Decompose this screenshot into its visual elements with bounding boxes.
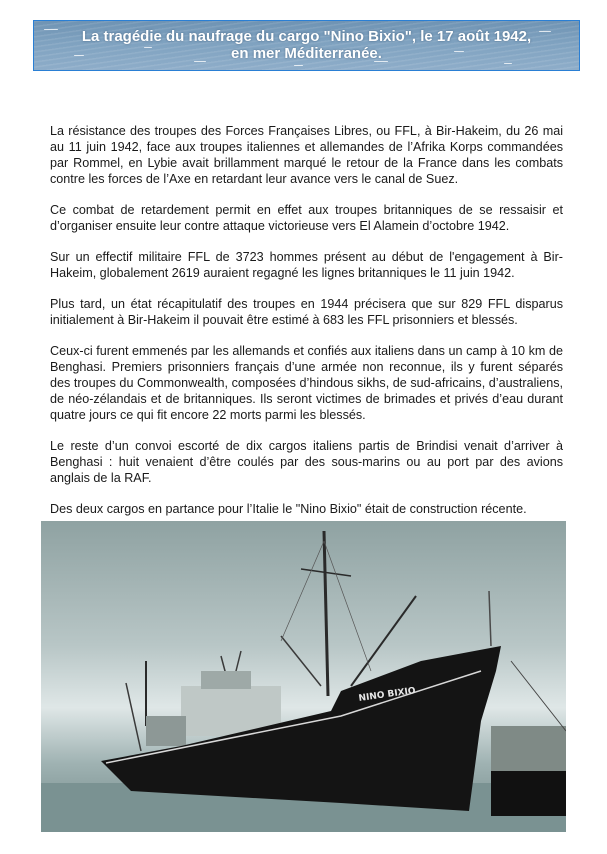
paragraph: Le reste d’un convoi escorté de dix cargos italiens partis de Brindisi venait d’arriver à Benghasi : huit venaient d’être coulés par des sous-marins ou au port par des avions anglais de la RAF. — [50, 439, 563, 485]
article-body — [50, 123, 563, 532]
aft-boom — [126, 683, 141, 751]
dock-crane — [489, 591, 491, 646]
rigging — [281, 541, 324, 641]
page-title — [34, 28, 579, 62]
paragraph: Sur un effectif militaire FFL de 3723 hommes présent au début de l'engagement à Bir-Hakeim, globalement 2619 auraient regagné les lignes britanniques le 11 juin 1942. — [50, 250, 563, 280]
ship-illustration — [41, 521, 566, 832]
paragraph: Ce combat de retardement permit en effet aux troupes britanniques de se ressaisir et d’organiser ensuite leur contre attaque victorieuse vers El Alamein d’octobre 1942. — [50, 203, 563, 233]
rigging — [324, 541, 371, 671]
title-line-1: La tragédie du naufrage du cargo "Nino Bixio", le 17 août 1942, — [81, 28, 532, 45]
aft-house — [146, 716, 186, 746]
sea-fleck — [294, 65, 303, 66]
paragraph: Des deux cargos en partance pour l’Italie le "Nino Bixio" était de construction récente. — [50, 502, 527, 516]
dock — [491, 771, 566, 816]
sea-fleck — [504, 63, 512, 64]
paragraph: Ceux-ci furent emmenés par les allemands et confiés aux italiens dans un camp à 10 km de Benghasi. Premiers prisonniers français d’une armée non reconnue, ils y furent séparés des troupes du Commonwealth, composées d’hindous sikhs, de sud-africains, d’australiens, de néo-zélandais et de britanniques. Ils seront victimes de brimades et privés d’eau durant quatre jours ce qui fit encore 22 morts parmi les blessés. — [50, 344, 563, 422]
cargo-boom — [281, 636, 321, 686]
mooring-line — [511, 661, 566, 731]
ship-photo — [41, 521, 566, 832]
title-line-2: en mer Méditerranée. — [231, 45, 382, 62]
title-banner — [33, 20, 580, 71]
bridge-top — [201, 671, 251, 689]
paragraph: La résistance des troupes des Forces Françaises Libres, ou FFL, à Bir-Hakeim, du 26 mai au 11 juin 1942, face aux troupes italiennes et allemandes de l’Afrika Korps commandées par Rommel, en Lybie avait brillamment marqué le retour de la France dans les combats contre les forces de l’Axe en retardant leur avance vers le canal de Suez. — [50, 124, 563, 186]
dock-cargo — [491, 726, 566, 771]
paragraph: Plus tard, un état récapitulatif des troupes en 1944 précisera que sur 829 FFL disparus initialement à Bir-Hakeim il pouvait être estimé à 683 les FFL prisonniers et blessés. — [50, 297, 563, 327]
hull-lettering: NINO BIXIO — [358, 686, 417, 704]
main-mast — [324, 531, 328, 696]
